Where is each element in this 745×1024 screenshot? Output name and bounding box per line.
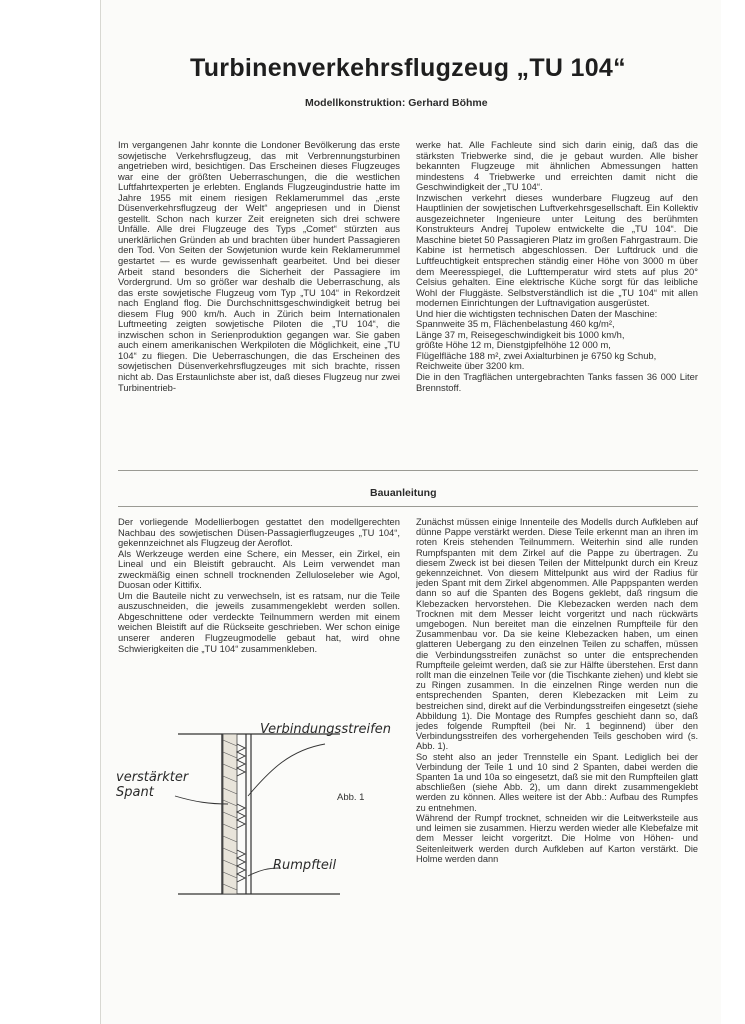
build-right-paragraph: So steht also an jeder Trennstelle ein Spant. Lediglich bei der Verbindung der Teile 1 und 10 sind 2 Spanten, dabei werden die Spanten 1a und 10a so eingesetzt, daß sie mit den Rumpfteilen glatt abschließen (siehe Abb. 2), um dann direkt zusammengeklebt werden zu können. Alles weitere ist der Abb.: Aufbau des Rumpfes zu entnehmen.: [416, 751, 698, 813]
section-title: Bauanleitung: [370, 487, 437, 499]
tech-data-line: größte Höhe 12 m, Dienstgipfelhöhe 12 000 m,: [416, 339, 611, 351]
intro-left-paragraph: Im vergangenen Jahr konnte die Londoner Bevölkerung das erste sowjetische Verkehrsflugzeug, das mit Verbrennungsturbinen angetrieben wird, besichtigen. Das Erscheinen dieses Flugzeuges war eine der größten Ueberraschungen, die die westlichen Luftfahrtexperten je erlebten. Englands Flugzeugindustrie hatte im Jahre 1955 mit einem riesigen Reklamerummel das „erste Düsenverkehrsflugzeug der Welt“ angepriesen und in Dienst gestellt. Schon nach kurzer Zeit ereigneten sich drei schwere Unfälle. Alle drei Flugzeuge des Typs „Comet“ stürzten aus unerklärlichen Gründen ab und brachten über hundert Passagieren den Tod. Von Seiten der Sowjetunion wurde kein Reklamerummel gestartet — es wurde gewissenhaft gearbeitet. Und bei dieser Arbeit stand besonders die Sicherheit der Passagiere im Vordergrund. Um so größer war deshalb die Ueberraschung, als das erste sowjetische Flugzeug vom Typ „TU 104“ in Rekordzeit nach England flog. Die Durchschnittsgeschwindigkeit betrug bei diesem Flug 900 km/h. Auch in Zürich beim Internationalen Luftmeeting zeigten sowjetische Piloten die „TU 104“, die inzwischen schon in Serienproduktion gegangen war. Sie gaben auch einem amerikanischen Werkpiloten die Möglichkeit, eine „TU 104“ zu fliegen. Die Ueberraschungen, die das Erscheinen des sowjetischen Düsenverkehrsflugzeuges mit sich brachte, rissen nicht ab. Das Erstaunlichste aber ist, daß dieses Flugzeug nur zwei Turbinentrieb-: [118, 140, 400, 393]
glue-teeth-upper: [237, 744, 245, 776]
leader-connection-strip: [248, 744, 325, 796]
build-left-paragraph: Der vorliegende Modellierbogen gestattet den modellgerechten Nachbau des sowjetischen Düsen-Passagierflugzeuges „TU 104“, gekennzeichnet als Flugzeug der Aeroflot.: [118, 517, 400, 549]
build-left-paragraph: Um die Bauteile nicht zu verwechseln, ist es ratsam, nur die Teile auszuschneiden, die jeweils zusammengeklebt werden sollen. Abgeschnittene oder verdeckte Teilnummern werden mit einem weichen Bleistift auf die Rückseite geschrieben. Wer schon einige unserer anderen Flugzeugmodelle gebaut hat, wird ohne Schwierigkeiten die „TU 104“ zusammenkleben.: [118, 589, 400, 654]
intro-left-column: [118, 140, 400, 460]
build-right-column: [416, 517, 698, 927]
page-subtitle: Modellkonstruktion: Gerhard Böhme: [305, 97, 488, 109]
figure-abb-1: [110, 700, 410, 910]
tech-data-line: Länge 37 m, Reisegeschwindigkeit bis 1000 km/h,: [416, 328, 625, 340]
label-connection-strip: Verbindungsstreifen: [260, 722, 391, 737]
glue-teeth-middle: [237, 804, 245, 828]
spant-strip: [223, 734, 237, 894]
label-fuselage-part: Rumpfteil: [273, 858, 337, 873]
build-right-paragraph: Während der Rumpf trocknet, schneiden wir die Leitwerksteile aus und leimen sie zusammen. Hierzu werden wieder alle Klebefalze mit dem Messer leicht vorgeritzt. Die Holme von Höhen- und Seitenleitwerk werden durch Aufkleben auf Karton verstärkt. Die Holme werden dann: [416, 812, 698, 864]
figure-caption: Abb. 1: [337, 792, 365, 803]
intro-right-column: [416, 140, 698, 460]
intro-right-paragraph: werke hat. Alle Fachleute sind sich darin einig, daß das die stärksten Triebwerke sind, die je gebaut wurden. Alle bisher bekannten Flugzeuge mit ähnlichen Abmessungen hatten mindestens 4 Triebwerke und erreichten damit nicht die Geschwindigkeit der „TU 104“.: [416, 140, 698, 193]
tech-data-line: Flügelfläche 188 m², zwei Axialturbinen je 6750 kg Schub,: [416, 349, 657, 361]
section-divider: [118, 470, 698, 471]
section-divider: [118, 506, 698, 507]
intro-right-paragraph: Die in den Tragflächen untergebrachten Tanks fassen 36 000 Liter Brennstoff.: [416, 371, 698, 393]
label-reinforced-frame: verstärkter Spant: [116, 770, 189, 800]
tech-data-line: Spannweite 35 m, Flächenbelastung 460 kg/m²,: [416, 318, 615, 330]
glue-teeth-lower: [237, 850, 245, 882]
intro-right-paragraph: Inzwischen verkehrt dieses wunderbare Flugzeug auf den Hauptlinien der sowjetischen Luftverkehrsgesellschaft. Ein Kollektiv ausgezeichneter Ingenieure unter Leitung des berühmten Konstrukteurs Andrej Tupolew entwickelte die „TU 104“. Die Maschine bietet 50 Passagieren Platz im großen Fahrgastraum. Die Kabine ist hermetisch abgeschlossen. Der Luftdruck und die Luftfeuchtigkeit entsprechen ständig einer Höhe von 3000 m über dem Meeresspiegel, die Lufttemperatur wird stets auf plus 20° Celsius gehalten. Eine elektrische Küche sorgt für das leibliche Wohl der Fluggäste. Selbstverständlich ist die „TU 104“ mit allen modernen Einrichtungen der Luftnavigation ausgerüstet.: [416, 191, 698, 309]
page-title: Turbinenverkehrsflugzeug „TU 104“: [190, 54, 626, 82]
tech-data-line: Reichweite über 3200 km.: [416, 360, 525, 372]
build-left-column: [118, 517, 400, 697]
build-right-paragraph: Zunächst müssen einige Innenteile des Modells durch Aufkleben auf dünne Pappe verstärkt werden. Diese Teile erkennt man an ihren im roten Kreis stehenden Teilnummern. Weiterhin sind alle runden Rumpfspanten mit dem Zirkel auf die Pappe zu übertragen. Zu diesem Zweck ist bei diesen Teilen der Mittelpunkt durch ein Kreuz gekennzeichnet. Von diesem Mittelpunkt aus wird der Radius für jeden Spant mit dem Zirkel abgenommen. Alle Pappspanten werden dann so auf die Spanten des Bogens geklebt, daß ringsum die Klebezacken hervorstehen. Die Klebezacken werden nach dem Trocknen mit dem Messer leicht vorgeritzt und nach rückwärts umgebogen. Nun bereitet man die einzelnen Rumpfteile für den Zusammenbau vor. Da sie keine Klebezacken haben, um einen glatteren Uebergang zu den einzelnen Teilen zu schaffen, müssen die Verbindungsstreifen zunächst so unter die entsprechenden Rumpfteile geleimt werden, daß sie zur Hälfte überstehen. Erst dann rollt man die einzelnen Teile vor (die Tischkante ziehen) und klebt sie zu Ringen zusammen. In die einzelnen Ringe werden nun die entsprechenden Spanten, deren Klebezacken mit Leim zu bestreichen sind, direkt auf die Verbindungsstreifen eingesetzt (siehe Abbildung 1). Die Montage des Rumpfes geschieht dann so, daß jedes folgende Rumpfteil (bei Nr. 1 beginnend) über den Verbindungsstreifen des vorhergehenden Teils geschoben wird (s. Abb. 1).: [416, 517, 698, 752]
intro-right-paragraph: Und hier die wichtigsten technischen Daten der Maschine:: [416, 307, 658, 319]
build-left-paragraph: Als Werkzeuge werden eine Schere, ein Messer, ein Zirkel, ein Lineal und ein Bleistift gebraucht. Als Leim verwendet man zweckmäßig einen schnell trocknenden Zelluloseleber wie Agol, Duosan oder Kittifix.: [118, 547, 400, 591]
